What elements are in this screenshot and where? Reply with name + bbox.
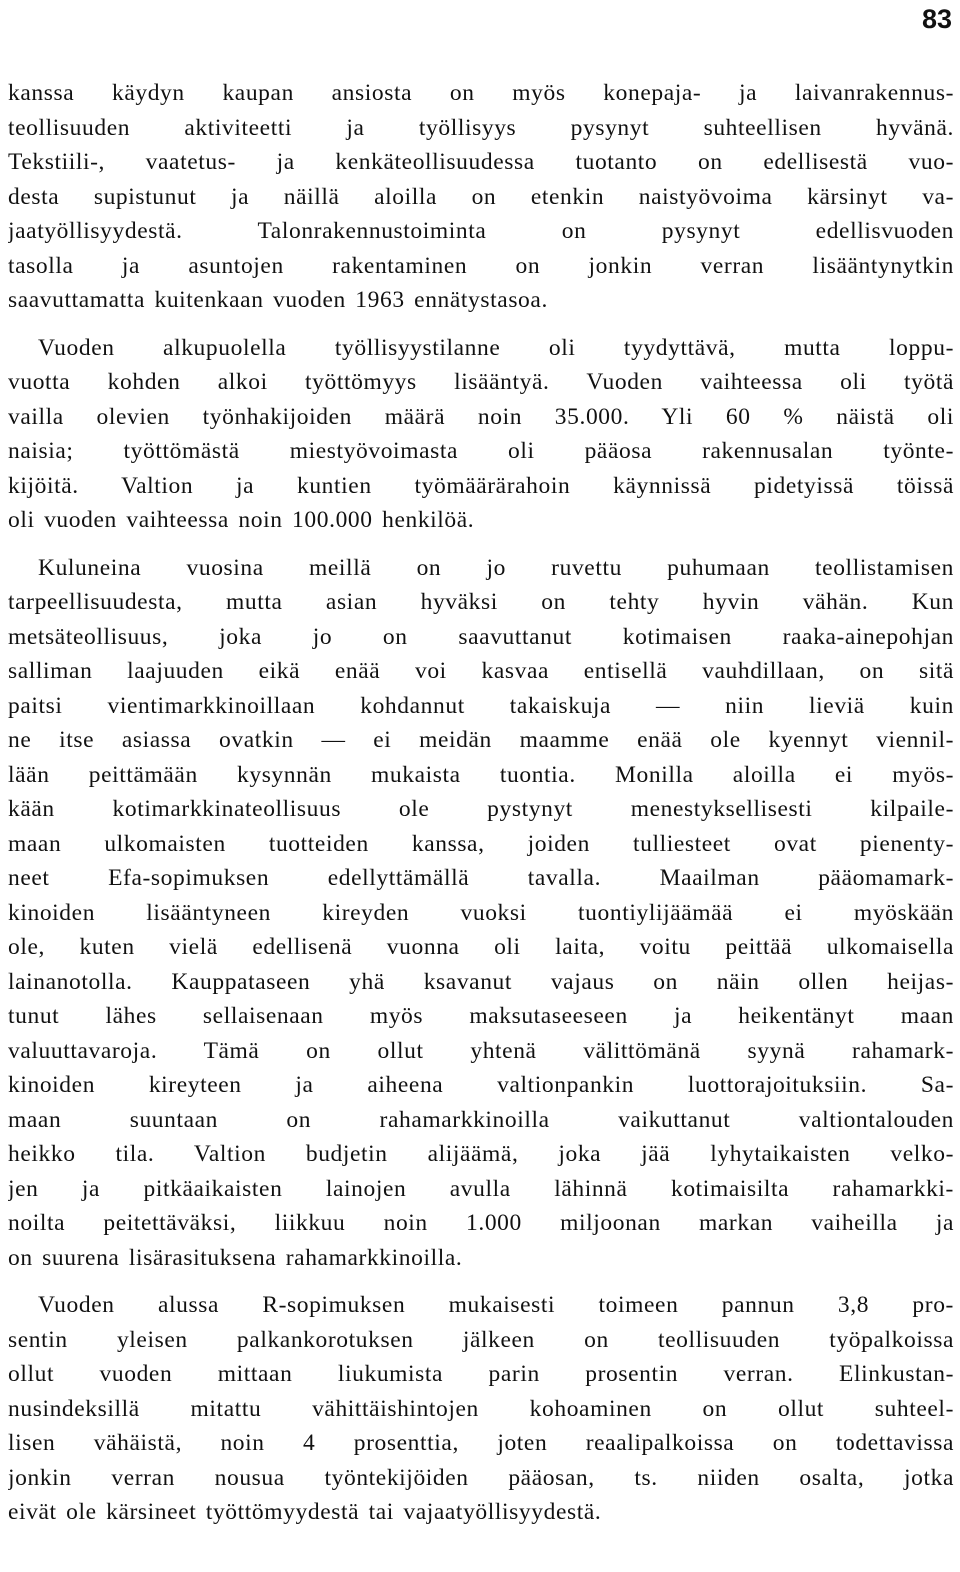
text-line: teollisuuden aktiviteetti ja työllisyys pysynyt suhteellisen hyvänä. (8, 114, 954, 141)
text-line: jaatyöllisyydestä. Talonrakennustoiminta on pysynyt edellisvuoden (8, 218, 954, 244)
text-line: jonkin verran nousua työntekijöiden pääosan, ts. niiden osalta, jotka (8, 1464, 954, 1491)
text-line: jen ja pitkäaikaisten lainojen avulla lähinnä kotimaisilta rahamarkki- (8, 1175, 954, 1202)
page-number: 83 (921, 4, 952, 34)
text-line: noilta peitettäväksi, liikkuu noin 1.000 miljoonan markan vaiheilla ja (8, 1210, 954, 1236)
text-line: on suurena lisärasituksena rahamarkkinoilla. (8, 1244, 463, 1271)
text-line: ollut vuoden mittaan liukumista parin prosentin verran. Elinkustan- (8, 1361, 954, 1387)
text-line: naisia; työttömästä miestyövoimasta oli pääosa rakennusalan työnte- (8, 438, 954, 464)
text-line: kään kotimarkkinateollisuus ole pystynyt menestyksellisesti kilpaile- (8, 796, 954, 822)
text-line: maan suuntaan on rahamarkkinoilla vaikuttanut valtiontalouden (8, 1106, 954, 1133)
text-line: oli vuoden vaihteessa noin 100.000 henkilöä. (8, 507, 475, 533)
body-text (8, 76, 954, 1543)
text-line: paitsi vientimarkkinoillaan kohdannut takaiskuja — niin lieviä kuin (8, 692, 954, 719)
paragraph (8, 551, 954, 1276)
paragraph (8, 76, 954, 318)
text-line: nusindeksillä mitattu vähittäishintojen kohoaminen on ollut suhteel- (8, 1395, 954, 1422)
text-line: vailla olevien työnhakijoiden määrä noin 35.000. Yli 60 % näistä oli (8, 403, 954, 430)
text-line: metsäteollisuus, joka jo on saavuttanut kotimaisen raaka-ainepohjan (8, 623, 954, 650)
text-line: valuuttavaroja. Tämä on ollut yhtenä välittömänä syynä rahamark- (8, 1037, 954, 1064)
text-line: ole, kuten vielä edellisenä vuonna oli laita, voitu peittää ulkomaisella (8, 934, 954, 960)
text-line: neet Efa-sopimuksen edellyttämällä tavalla. Maailman pääomamark- (8, 865, 954, 891)
text-line: maan ulkomaisten tuotteiden kanssa, joiden tulliesteet ovat pienenty- (8, 830, 954, 857)
text-line: lisen vähäistä, noin 4 prosenttia, joten reaalipalkoissa on todettavissa (8, 1430, 954, 1456)
text-line: kanssa käydyn kaupan ansiosta on myös konepaja- ja laivanrakennus- (8, 80, 954, 106)
text-line: eivät ole kärsineet työttömyydestä tai vajaatyöllisyydestä. (8, 1499, 602, 1525)
text-line: Tekstiili-, vaatetus- ja kenkäteollisuudessa tuotanto on edellisestä vuo- (8, 149, 954, 175)
text-line: Vuoden alussa R-sopimuksen mukaisesti toimeen pannun 3,8 pro- (38, 1292, 954, 1318)
text-line: Kuluneina vuosina meillä on jo ruvettu puhumaan teollistamisen (38, 554, 954, 581)
text-line: vuotta kohden alkoi työttömyys lisääntyä. Vuoden vaihteessa oli työtä (8, 369, 954, 395)
text-line: Vuoden alkupuolella työllisyystilanne oli tyydyttävä, mutta loppu- (38, 334, 954, 361)
text-line: saavuttamatta kuitenkaan vuoden 1963 ennätystasoa. (8, 287, 548, 313)
text-line: tarpeellisuudesta, mutta asian hyväksi on tehty hyvin vähän. Kun (8, 589, 954, 615)
text-line: tunut lähes sellaisenaan myös maksutaseeseen ja heikentänyt maan (8, 1003, 954, 1029)
text-line: lään peittämään kysynnän mukaista tuontia. Monilla aloilla ei myös- (8, 761, 954, 788)
paragraph (8, 1288, 954, 1530)
text-line: salliman laajuuden eikä enää voi kasvaa entisellä vauhdillaan, on sitä (8, 658, 954, 684)
text-line: lainanotolla. Kauppataseen yhä ksavanut vajaus on näin ollen heijas- (8, 968, 954, 995)
text-line: kinoiden kireyteen ja aiheena valtionpankin luottorajoituksiin. Sa- (8, 1072, 954, 1098)
text-line: sentin yleisen palkankorotuksen jälkeen on teollisuuden työpalkoissa (8, 1326, 954, 1353)
text-line: kinoiden lisääntyneen kireyden vuoksi tuontiylijäämää ei myöskään (8, 899, 954, 926)
text-line: ne itse asiassa ovatkin — ei meidän maamme enää ole kyennyt viennil- (8, 727, 954, 753)
text-line: tasolla ja asuntojen rakentaminen on jonkin verran lisääntynytkin (8, 252, 954, 279)
text-line: desta supistunut ja näillä aloilla on etenkin naistyövoima kärsinyt va- (8, 183, 954, 210)
text-line: heikko tila. Valtion budjetin alijäämä, joka jää lyhytaikaisten velko- (8, 1141, 954, 1167)
paragraph (8, 331, 954, 538)
text-line: kijöitä. Valtion ja kuntien työmäärärahoin käynnissä pidetyissä töissä (8, 472, 954, 499)
